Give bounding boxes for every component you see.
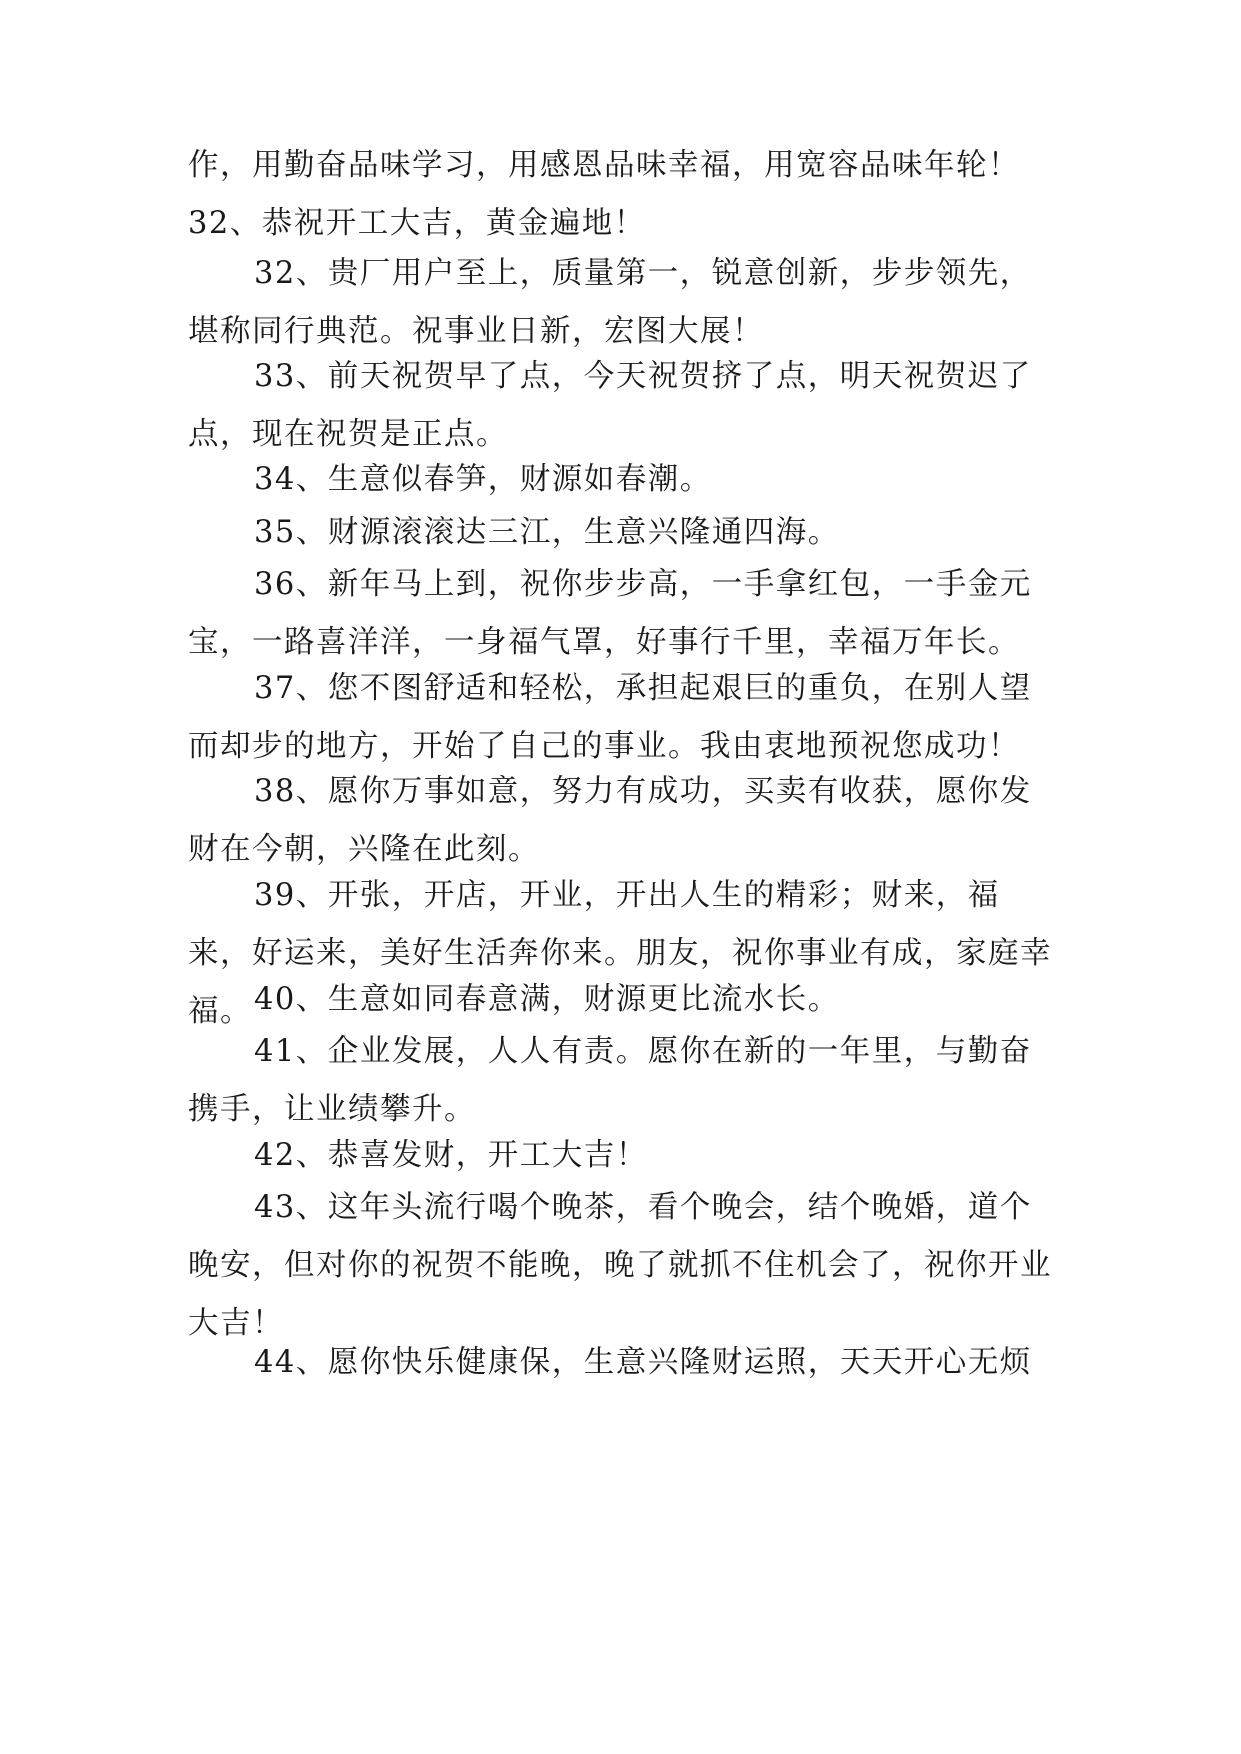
paragraph-42: 42、恭喜发财，开工大吉！ [254, 1138, 648, 1173]
paragraph-33: 33、前天祝贺早了点，今天祝贺挤了点，明天祝贺迟了点，现在祝贺是正点。 [188, 359, 1032, 452]
paragraph-39: 39、开张，开店，开业，开出人生的精彩；财来，福来，好运来，美好生活奔你来。朋友，祝你事业有成，家庭幸福。 [188, 878, 1052, 1029]
paragraph-32b: 32、贵厂用户至上，质量第一，锐意创新，步步领先，堪称同行典范。祝事业日新，宏图大展！ [188, 256, 1032, 349]
paragraph-35: 35、财源滚滚达三江，生意兴隆通四海。 [254, 515, 840, 550]
paragraph-44: 44、愿你快乐健康保，生意兴隆财运照，天天开心无烦 [254, 1345, 1032, 1380]
paragraph-36: 36、新年马上到，祝你步步高，一手拿红包，一手金元宝，一路喜洋洋，一身福气罩，好事行千里，幸福万年长。 [188, 567, 1032, 660]
paragraph-38: 38、愿你万事如意，努力有成功，买卖有收获，愿你发财在今朝，兴隆在此刻。 [188, 774, 1032, 867]
paragraph-32a: 32、恭祝开工大吉，黄金遍地！ [188, 206, 646, 241]
paragraph-41: 41、企业发展，人人有责。愿你在新的一年里，与勤奋携手，让业绩攀升。 [188, 1034, 1032, 1127]
paragraph-34: 34、生意似春笋，财源如春潮。 [254, 462, 712, 497]
paragraph-43: 43、这年头流行喝个晚茶，看个晚会，结个晚婚，道个晚安，但对你的祝贺不能晚，晚了就抓不住机会了，祝你开业大吉！ [188, 1190, 1052, 1341]
paragraph-40: 40、生意如同春意满，财源更比流水长。 [254, 982, 840, 1017]
paragraph-37: 37、您不图舒适和轻松，承担起艰巨的重负，在别人望而却步的地方，开始了自己的事业。我由衷地预祝您成功！ [188, 671, 1032, 764]
paragraph-continuation: 作，用勤奋品味学习，用感恩品味幸福，用宽容品味年轮！ [188, 148, 1020, 183]
